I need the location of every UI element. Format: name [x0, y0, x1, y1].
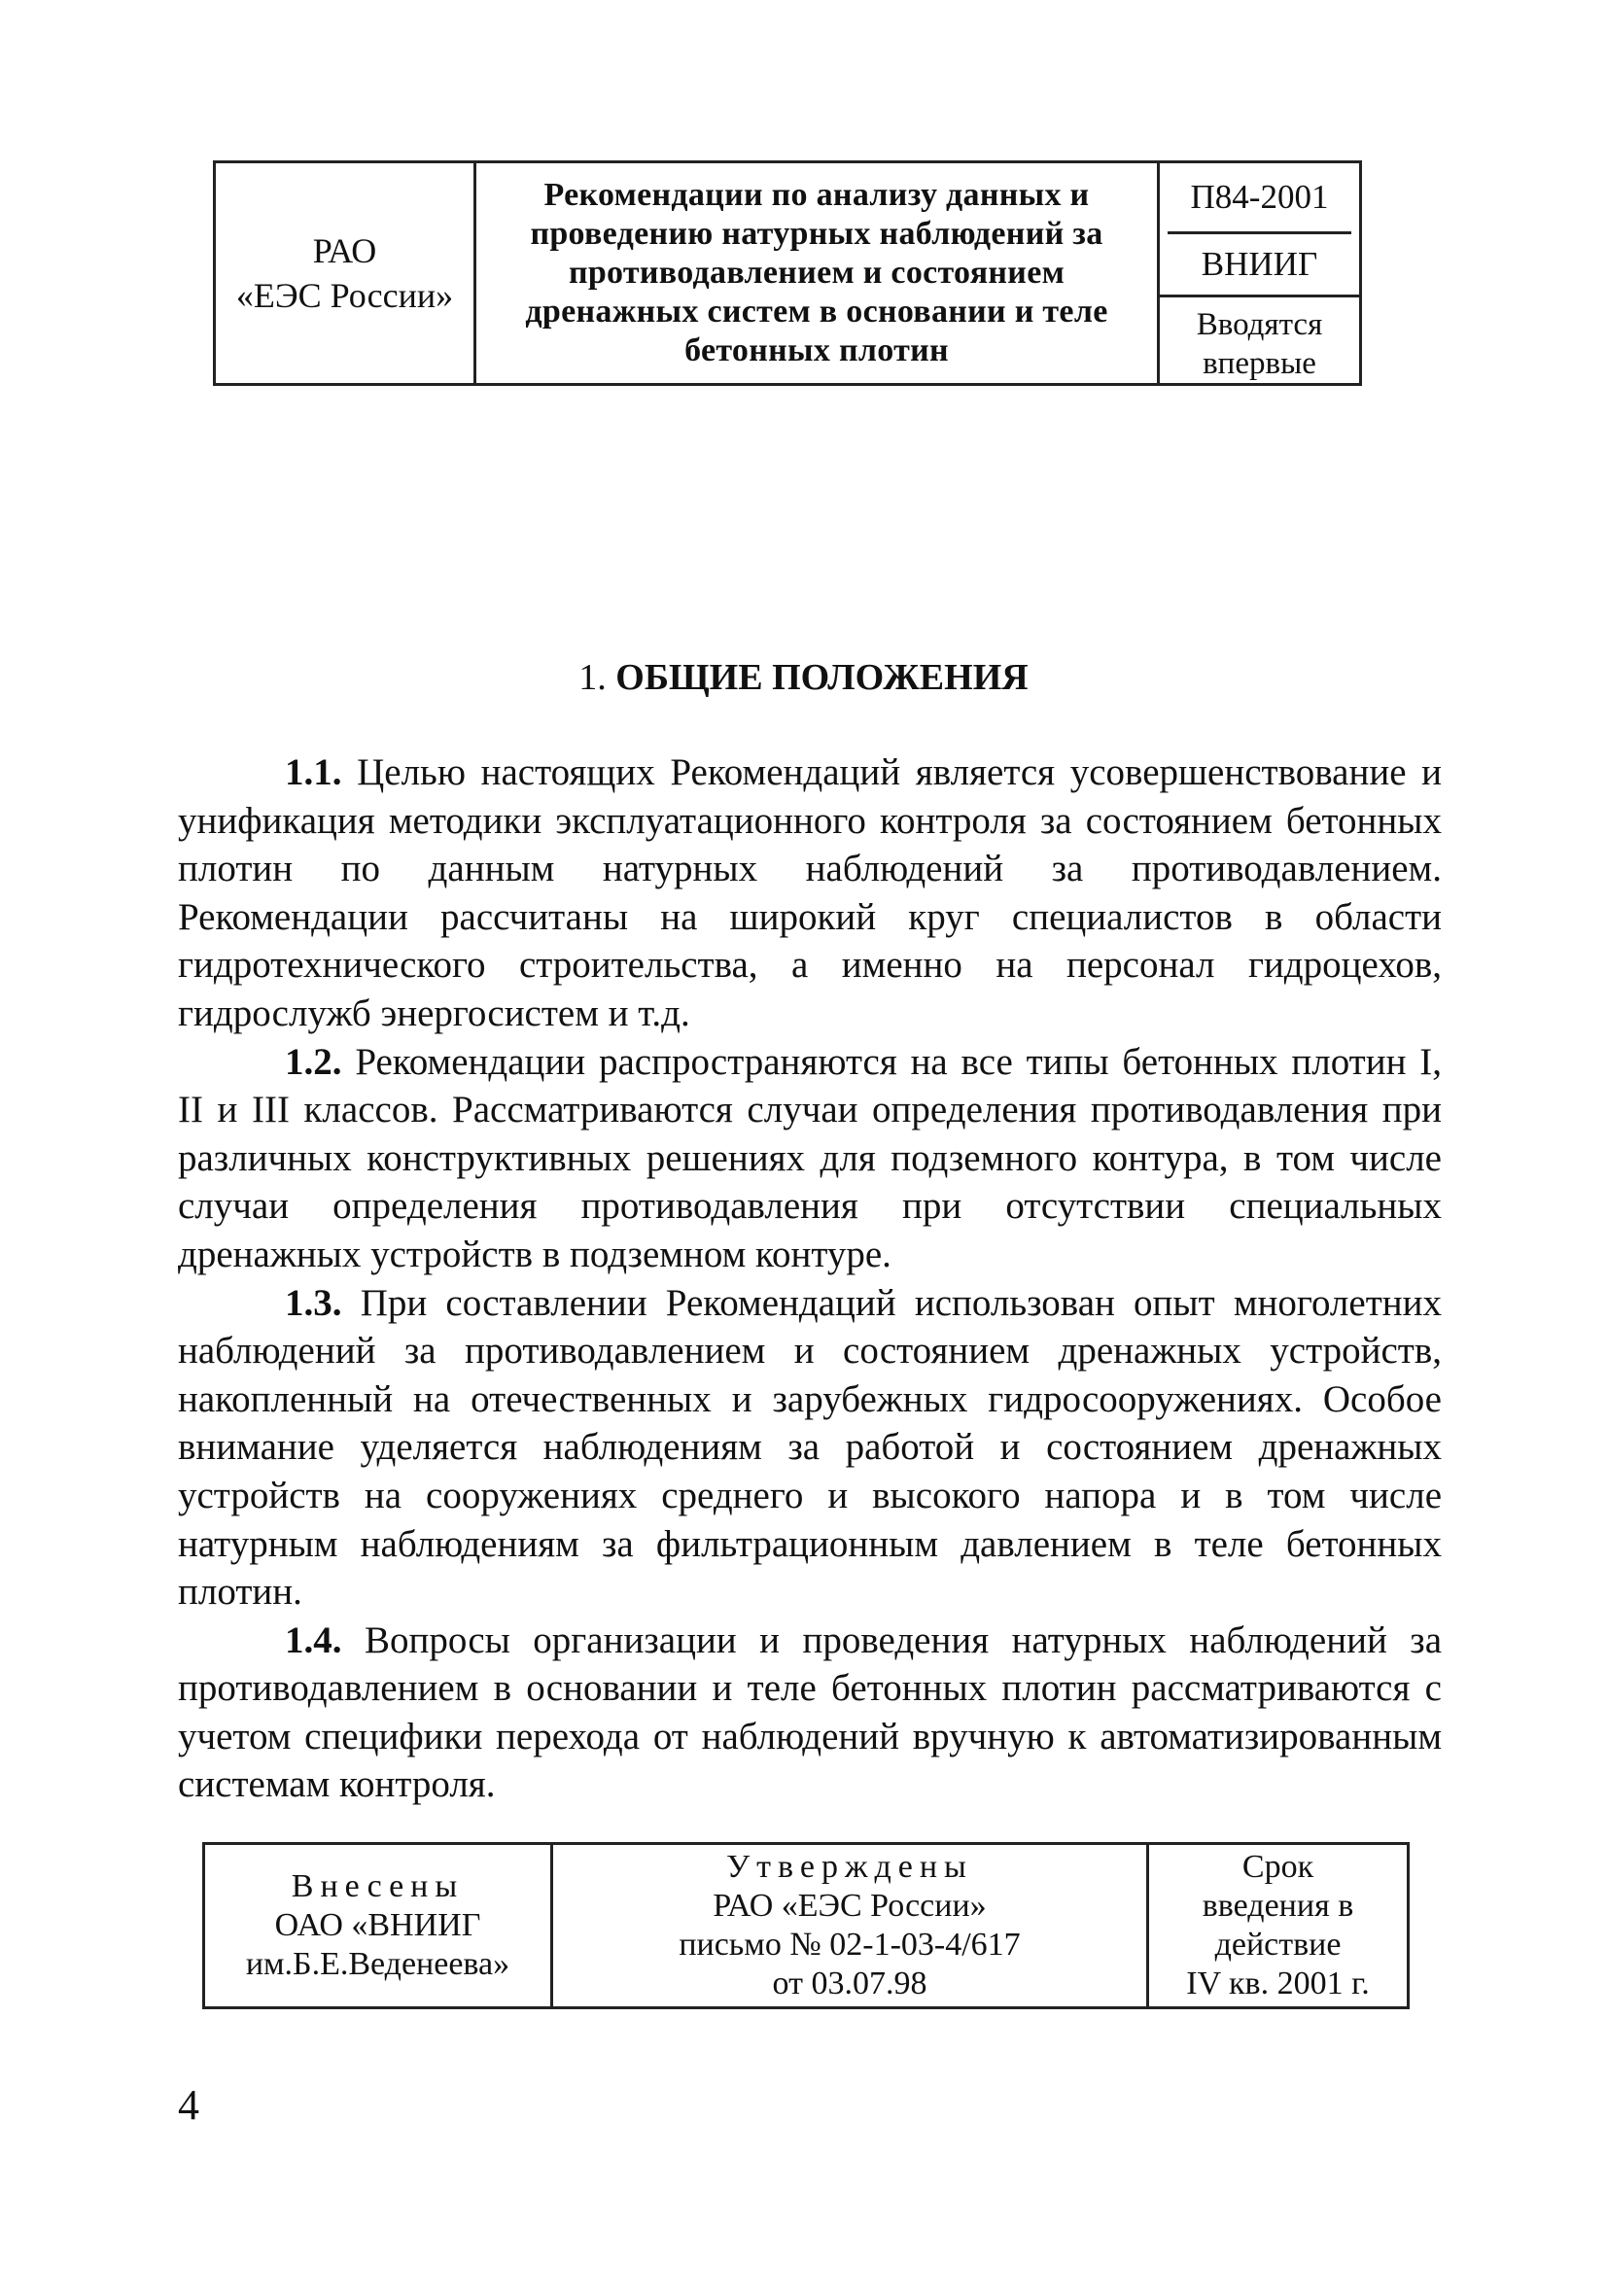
- section-number: 1.: [578, 657, 607, 698]
- section-heading: [0, 656, 1607, 699]
- paragraph-number: 1.1.: [285, 751, 342, 793]
- paragraph: [178, 1038, 1442, 1279]
- footer-submitted-line2: им.Б.Е.Веденеева»: [245, 1946, 510, 1982]
- paragraph-text: Вопросы организации и проведения натурных наблюдений за противодавлением в основании и теле бетонных плотин рассматриваются с учетом специфики перехода от наблюдений вручную к автоматизированным системам контроля.: [178, 1618, 1442, 1806]
- footer-submitted-line1: ОАО «ВНИИГ: [274, 1907, 481, 1943]
- header-org-line2: «ЕЭС России»: [235, 276, 454, 315]
- paragraph-text: Рекомендации распространяются на все типы бетонных плотин I, II и III классов. Рассматриваются случаи определения противодавления при различных конструктивных решениях для подземного контура, в том числе случаи определения противодавления при отсутствии специальных дренажных устройств в подземном контуре.: [178, 1040, 1443, 1275]
- header-title-line: дренажных систем в основании и теле: [525, 294, 1108, 330]
- footer-approved-label: Утверждены: [726, 1849, 973, 1885]
- header-doc-code: П84-2001: [1168, 163, 1351, 234]
- paragraph-text: Целью настоящих Рекомендаций является усовершенствование и унификация методики эксплуатационного контроля за состоянием бетонных плотин по данным натурных наблюдений за противодавлением. Рекомендации рассчитаны на широкий круг специалистов в области гидротехнического строительства, а именно на персонал гидроцехов, гидрослужб энергосистем и т.д.: [178, 751, 1442, 1034]
- header-document-title: [475, 162, 1159, 385]
- header-organization: [215, 162, 475, 385]
- header-title-line: бетонных плотин: [684, 332, 949, 368]
- header-institute: ВНИИГ: [1160, 234, 1359, 297]
- header-title-line: Рекомендации по анализу данных и: [543, 177, 1090, 213]
- header-document-info: [1159, 162, 1361, 385]
- footer-term-line1: Срок: [1241, 1849, 1314, 1885]
- header-title-line: проведению натурных наблюдений за: [530, 216, 1103, 252]
- footer-submitted: [204, 1844, 552, 2008]
- section-title: ОБЩИЕ ПОЛОЖЕНИЯ: [615, 657, 1029, 698]
- paragraph-text: При составлении Рекомендаций использован опыт многолетних наблюдений за противодавлением и состоянием дренажных устройств, накопленный на отечественных и зарубежных гидросооружениях. Особое внимание уделяется наблюдениям за работой и состоянием дренажных устройств на сооружениях среднего и высокого напора и в том числе натурным наблюдениям за фильтрационным давлением в теле бетонных плотин.: [178, 1281, 1442, 1614]
- header-table: [213, 160, 1362, 386]
- footer-approved-line3: от 03.07.98: [772, 1966, 927, 2001]
- header-status-line1: Вводятся: [1196, 307, 1323, 342]
- footer-table: [202, 1842, 1410, 2009]
- footer-term-line3: действие: [1214, 1927, 1342, 1963]
- footer-term-line2: введения в: [1202, 1888, 1354, 1924]
- footer-submitted-label: Внесены: [291, 1868, 465, 1904]
- paragraph: [178, 748, 1442, 1038]
- paragraph: [178, 1279, 1442, 1617]
- footer-approved-line2: письмо № 02-1-03-4/617: [679, 1927, 1021, 1963]
- paragraph-number: 1.3.: [285, 1281, 342, 1324]
- page-number: 4: [178, 2081, 199, 2129]
- header-status-line2: впервые: [1203, 346, 1316, 381]
- footer-term-line4: IV кв. 2001 г.: [1186, 1966, 1370, 2001]
- footer-approved: [552, 1844, 1148, 2008]
- paragraph-number: 1.4.: [285, 1618, 342, 1661]
- paragraph-number: 1.2.: [285, 1040, 342, 1083]
- body-text: [178, 748, 1442, 1809]
- footer-approved-line1: РАО «ЕЭС России»: [713, 1888, 987, 1924]
- paragraph: [178, 1617, 1442, 1809]
- footer-effective-date: [1148, 1844, 1409, 2008]
- header-org-line1: РАО: [312, 231, 377, 270]
- header-status: [1160, 297, 1359, 383]
- header-title-line: противодавлением и состоянием: [568, 255, 1066, 291]
